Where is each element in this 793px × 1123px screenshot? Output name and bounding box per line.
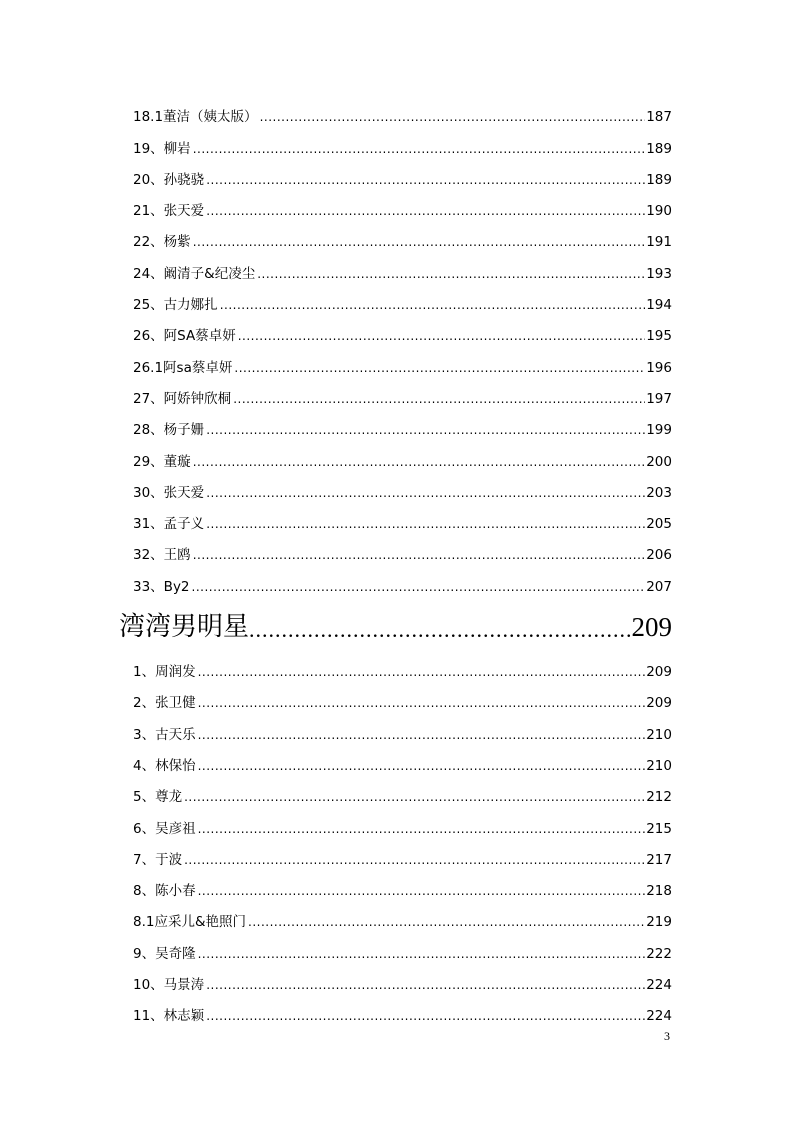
toc-entry-label: 26.1阿sa蔡卓妍 bbox=[133, 359, 233, 376]
toc-entry[interactable] bbox=[133, 776, 672, 807]
toc-entry-label: 11、林志颖 bbox=[133, 1008, 205, 1025]
toc-leader-dots bbox=[184, 850, 645, 870]
toc-entry-label: 19、柳岩 bbox=[133, 140, 191, 157]
toc-leader-dots bbox=[198, 662, 646, 682]
toc-entry-label: 8、陈小春 bbox=[133, 883, 196, 900]
toc-entry[interactable] bbox=[133, 995, 672, 1026]
toc-leader-dots bbox=[198, 693, 646, 713]
toc-entry-label: 26、阿SA蔡卓妍 bbox=[133, 328, 236, 345]
toc-entry-page: 206 bbox=[646, 547, 672, 564]
toc-leader-dots bbox=[198, 944, 646, 964]
table-of-contents bbox=[119, 96, 672, 1026]
toc-entry-label: 24、阚清子&纪凌尘 bbox=[133, 265, 256, 282]
toc-entry-label: 6、吴彦祖 bbox=[133, 820, 196, 837]
toc-entry-page: 187 bbox=[646, 109, 672, 126]
toc-entry-label: 18.1董洁（姨太版） bbox=[133, 109, 258, 126]
toc-entry-label: 20、孙骁骁 bbox=[133, 171, 205, 188]
toc-entry-label: 8.1应采儿&艳照门 bbox=[133, 914, 246, 931]
page-number: 3 bbox=[664, 1029, 670, 1043]
toc-entry[interactable] bbox=[133, 745, 672, 776]
toc-entry-page: 222 bbox=[646, 945, 672, 962]
toc-entry-label: 29、董璇 bbox=[133, 453, 191, 470]
toc-entry-label: 7、于波 bbox=[133, 851, 183, 868]
toc-entry-label: 32、王鸥 bbox=[133, 547, 191, 564]
toc-leader-dots bbox=[206, 483, 645, 503]
toc-leader-dots bbox=[257, 264, 645, 284]
toc-entry-label: 5、尊龙 bbox=[133, 789, 183, 806]
toc-leader-dots bbox=[260, 107, 646, 127]
toc-entry[interactable] bbox=[133, 807, 672, 838]
toc-entry-page: 196 bbox=[646, 359, 672, 376]
toc-leader-dots bbox=[198, 725, 646, 745]
toc-entry-label: 21、张天爱 bbox=[133, 203, 205, 220]
toc-entry-label: 28、杨子姗 bbox=[133, 422, 205, 439]
toc-leader-dots bbox=[234, 358, 645, 378]
toc-entry[interactable] bbox=[133, 472, 672, 503]
toc-leader-dots bbox=[206, 1006, 645, 1026]
toc-entry-label: 33、By2 bbox=[133, 578, 190, 595]
toc-leader-dots bbox=[206, 975, 645, 995]
section-heading-page: 209 bbox=[631, 611, 672, 642]
toc-entry-page: 224 bbox=[646, 977, 672, 994]
toc-entry-page: 194 bbox=[646, 297, 672, 314]
toc-entry[interactable] bbox=[133, 346, 672, 377]
toc-entry-page: 189 bbox=[646, 171, 672, 188]
toc-entry[interactable] bbox=[133, 839, 672, 870]
section-heading-label: 湾湾男明星 bbox=[119, 611, 250, 642]
toc-leader-dots bbox=[233, 389, 645, 409]
toc-entry[interactable] bbox=[133, 190, 672, 221]
toc-entry-label: 2、张卫健 bbox=[133, 695, 196, 712]
toc-entry-page: 224 bbox=[646, 1008, 672, 1025]
toc-entry-page: 199 bbox=[646, 422, 672, 439]
toc-entry-label: 31、孟子义 bbox=[133, 516, 205, 533]
toc-entry-label: 4、林保怡 bbox=[133, 757, 196, 774]
toc-entry-page: 200 bbox=[646, 453, 672, 470]
toc-entry-page: 191 bbox=[646, 234, 672, 251]
toc-leader-dots bbox=[193, 545, 646, 565]
toc-leader-dots bbox=[238, 326, 645, 346]
toc-entry[interactable] bbox=[133, 440, 672, 471]
toc-list-before bbox=[133, 96, 672, 597]
toc-entry-page: 210 bbox=[646, 726, 672, 743]
toc-entry[interactable] bbox=[133, 901, 672, 932]
toc-entry-label: 3、古天乐 bbox=[133, 726, 196, 743]
toc-entry[interactable] bbox=[133, 315, 672, 346]
toc-entry-page: 193 bbox=[646, 265, 672, 282]
toc-entry-page: 212 bbox=[646, 789, 672, 806]
toc-entry-label: 30、张天爱 bbox=[133, 484, 205, 501]
toc-leader-dots bbox=[184, 787, 645, 807]
toc-entry[interactable] bbox=[133, 252, 672, 283]
toc-entry-page: 210 bbox=[646, 757, 672, 774]
toc-entry-label: 22、杨紫 bbox=[133, 234, 191, 251]
toc-entry-page: 195 bbox=[646, 328, 672, 345]
toc-entry[interactable] bbox=[133, 409, 672, 440]
toc-entry-label: 25、古力娜扎 bbox=[133, 297, 218, 314]
toc-leader-dots bbox=[193, 139, 646, 159]
toc-entry-page: 190 bbox=[646, 203, 672, 220]
toc-entry[interactable] bbox=[133, 378, 672, 409]
toc-entry-page: 205 bbox=[646, 516, 672, 533]
toc-entry-label: 9、吴奇隆 bbox=[133, 945, 196, 962]
toc-leader-dots bbox=[249, 615, 631, 645]
toc-entry[interactable] bbox=[133, 221, 672, 252]
toc-leader-dots bbox=[198, 819, 646, 839]
toc-entry-page: 197 bbox=[646, 390, 672, 407]
toc-entry[interactable] bbox=[133, 651, 672, 682]
toc-leader-dots bbox=[193, 452, 646, 472]
toc-entry-page: 215 bbox=[646, 820, 672, 837]
toc-entry[interactable] bbox=[133, 932, 672, 963]
toc-leader-dots bbox=[206, 201, 645, 221]
toc-entry-label: 27、阿娇钟欣桐 bbox=[133, 390, 232, 407]
toc-leader-dots bbox=[198, 756, 646, 776]
toc-entry[interactable] bbox=[133, 870, 672, 901]
toc-list-after bbox=[133, 651, 672, 1027]
toc-leader-dots bbox=[248, 912, 645, 932]
toc-entry-page: 209 bbox=[646, 695, 672, 712]
toc-leader-dots bbox=[206, 170, 645, 190]
toc-entry-page: 218 bbox=[646, 883, 672, 900]
toc-entry-page: 219 bbox=[646, 914, 672, 931]
toc-entry[interactable] bbox=[133, 503, 672, 534]
toc-entry[interactable] bbox=[133, 159, 672, 190]
toc-entry-page: 209 bbox=[646, 664, 672, 681]
toc-entry-page: 217 bbox=[646, 851, 672, 868]
toc-entry[interactable] bbox=[133, 964, 672, 995]
toc-entry-page: 189 bbox=[646, 140, 672, 157]
toc-leader-dots bbox=[198, 881, 646, 901]
toc-leader-dots bbox=[192, 577, 646, 597]
toc-entry[interactable] bbox=[133, 565, 672, 596]
toc-entry-page: 203 bbox=[646, 484, 672, 501]
toc-entry[interactable] bbox=[133, 284, 672, 315]
toc-entry-label: 1、周润发 bbox=[133, 664, 196, 681]
toc-section-heading[interactable] bbox=[119, 597, 672, 645]
toc-entry-page: 207 bbox=[646, 578, 672, 595]
toc-entry[interactable] bbox=[133, 96, 672, 127]
toc-entry[interactable] bbox=[133, 713, 672, 744]
toc-leader-dots bbox=[193, 232, 646, 252]
toc-leader-dots bbox=[220, 295, 646, 315]
toc-entry[interactable] bbox=[133, 682, 672, 713]
toc-leader-dots bbox=[206, 420, 645, 440]
toc-leader-dots bbox=[206, 514, 645, 534]
toc-entry-label: 10、马景涛 bbox=[133, 977, 205, 994]
toc-entry[interactable] bbox=[133, 127, 672, 158]
toc-entry[interactable] bbox=[133, 534, 672, 565]
